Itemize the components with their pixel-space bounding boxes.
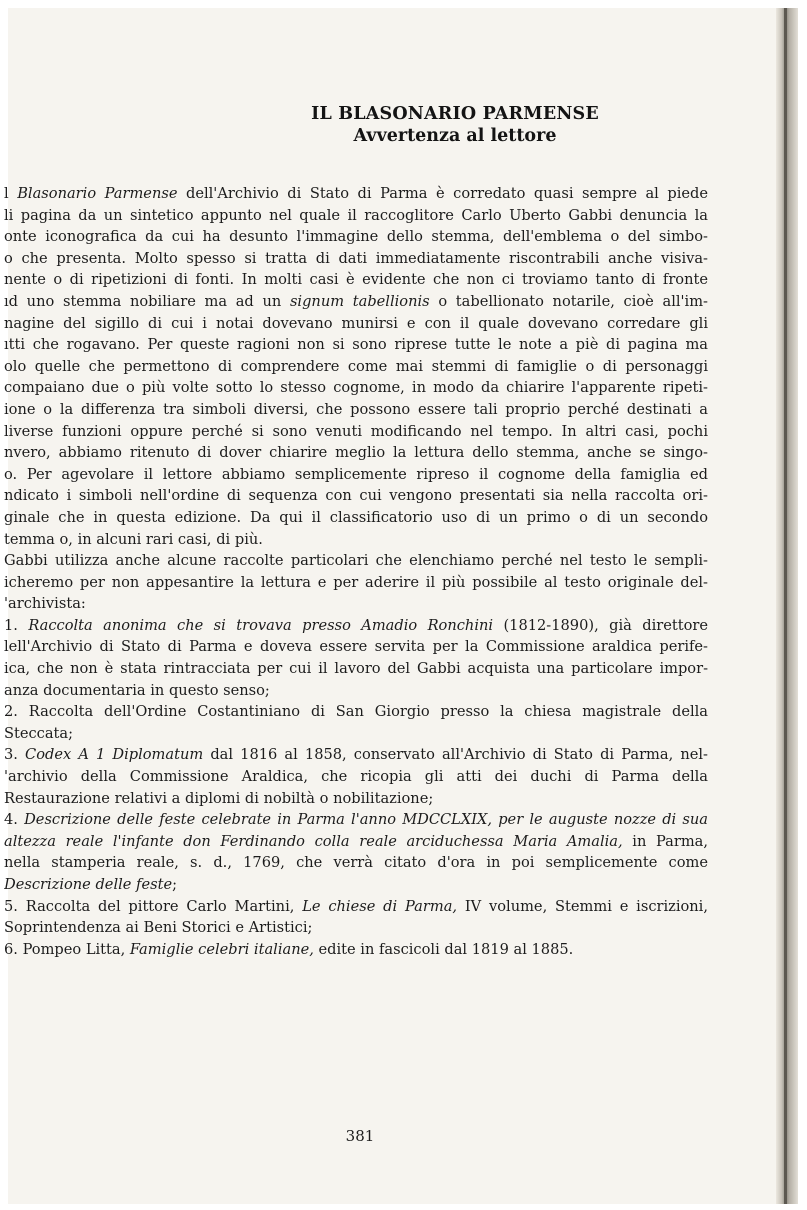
text-line bbox=[4, 831, 708, 853]
text-line bbox=[4, 744, 708, 766]
text-segment: nvero, abbiamo ritenuto di dover chiarire meglio la lettura dello stemma, anche se singo- bbox=[4, 444, 708, 462]
italic-text: Blasonario Parmense bbox=[17, 185, 178, 202]
text-line bbox=[4, 896, 708, 918]
text-line bbox=[4, 874, 708, 896]
text-line bbox=[4, 723, 708, 745]
text-segment: o. Per agevolare il lettore abbiamo semplicemente ripreso il cognome della famiglia ed bbox=[4, 465, 708, 483]
text-segment: 'archivista: bbox=[4, 595, 86, 613]
text-line bbox=[4, 615, 708, 637]
text-line bbox=[4, 356, 708, 378]
text-segment: dell'Archivio di Stato di Parma è corredato quasi sempre al piede bbox=[177, 185, 708, 202]
text-line bbox=[4, 442, 708, 464]
text-segment: 5. Raccolta del pittore Carlo Martini, bbox=[4, 897, 303, 915]
text-line bbox=[4, 205, 708, 227]
text-segment: edite in fascicoli dal 1819 al 1885. bbox=[313, 940, 574, 958]
text-line bbox=[4, 766, 708, 788]
text-line bbox=[4, 529, 708, 551]
text-segment: onte iconografica da cui ha desunto l'immagine dello stemma, dell'emblema o del simbo- bbox=[4, 228, 708, 246]
text-segment: ginale che in questa edizione. Da qui il classificatorio uso di un primo o di un secondo bbox=[4, 508, 708, 526]
book-gutter bbox=[776, 8, 798, 1204]
text-segment: 'archivio della Commissione Araldica, che ricopia gli atti dei duchi di Parma della bbox=[4, 768, 708, 786]
text-segment: olo quelle che permettono di comprendere come mai stemmi di famiglie o di personaggi bbox=[4, 357, 708, 375]
text-line bbox=[4, 939, 708, 961]
page-title: IL BLASONARIO PARMENSE bbox=[311, 104, 599, 124]
text-line bbox=[4, 572, 708, 594]
italic-text: Famiglie celebri italiane, bbox=[129, 940, 314, 958]
text-line bbox=[4, 226, 708, 248]
text-segment: 3. bbox=[4, 746, 26, 764]
text-line bbox=[4, 334, 708, 356]
text-segment: ndicato i simboli nell'ordine di sequenza con cui vengono presentati sia nella raccolta ori- bbox=[4, 487, 708, 505]
text-segment: Restaurazione relativi a diplomi di nobiltà o nobilitazione; bbox=[4, 789, 434, 807]
text-line bbox=[4, 701, 708, 723]
text-segment: Soprintendenza ai Beni Storici e Artistici; bbox=[4, 919, 313, 937]
text-line bbox=[4, 248, 708, 270]
text-line bbox=[4, 636, 708, 658]
text-segment: li pagina da un sintetico appunto nel quale il raccoglitore Carlo Uberto Gabbi denuncia la bbox=[4, 206, 708, 224]
text-line bbox=[4, 291, 708, 313]
italic-text: Descrizione delle feste bbox=[4, 876, 173, 893]
text-segment: dal 1816 al 1858, conservato all'Archivio di Stato di Parma, nel- bbox=[203, 746, 708, 764]
text-line bbox=[4, 917, 708, 939]
text-line bbox=[4, 852, 708, 874]
text-line bbox=[4, 269, 708, 291]
text-segment: 2. Raccolta dell'Ordine Costantiniano di San Giorgio presso la chiesa magistrale della bbox=[4, 703, 708, 721]
text-segment: anza documentaria in questo senso; bbox=[4, 681, 270, 699]
text-segment: ica, che non è stata rintracciata per cui il lavoro del Gabbi acquista una particolare impor- bbox=[4, 660, 708, 678]
text-segment: ıd uno stemma nobiliare ma ad un bbox=[4, 292, 290, 310]
text-segment: Gabbi utilizza anche alcune raccolte particolari che elenchiamo perché nel testo le sempli- bbox=[4, 552, 708, 570]
text-segment: nente o di ripetizioni di fonti. In molti casi è evidente che non ci troviamo tanto di fronte bbox=[4, 271, 708, 289]
text-segment: in Parma, bbox=[622, 832, 708, 850]
text-line bbox=[4, 593, 708, 615]
text-segment: lell'Archivio di Stato di Parma e doveva essere servita per la Commissione araldica perife- bbox=[4, 638, 708, 656]
text-line bbox=[4, 377, 708, 399]
italic-text: Raccolta anonima che si trovava presso Amadio Ronchini bbox=[28, 616, 494, 634]
text-segment: icheremo per non appesantire la lettura e per aderire il più possibile al testo originale del- bbox=[4, 573, 708, 591]
text-segment: temma o, in alcuni rari casi, di più. bbox=[4, 530, 263, 548]
text-line bbox=[4, 788, 708, 810]
text-segment: ione o la differenza tra simboli diversi, che possono essere tali proprio perché destinati a bbox=[4, 400, 708, 418]
text-segment: nagine del sigillo di cui i notai dovevano munirsi e con il quale dovevano corredare gli bbox=[4, 314, 708, 332]
text-segment: liverse funzioni oppure perché si sono venuti modificando nel tempo. In altri casi, pochi bbox=[4, 422, 708, 440]
text-line bbox=[4, 421, 708, 443]
text-line bbox=[4, 809, 708, 831]
text-segment: nella stamperia reale, s. d., 1769, che verrà citato d'ora in poi semplicemente come bbox=[4, 854, 708, 872]
text-line bbox=[4, 464, 708, 486]
text-segment: (1812-1890), già direttore bbox=[493, 616, 708, 634]
italic-text: Le chiese di Parma, bbox=[302, 897, 458, 915]
text-line bbox=[4, 313, 708, 335]
text-segment: ; bbox=[172, 876, 177, 893]
italic-text: signum tabellionis bbox=[289, 292, 430, 310]
text-segment: o tabellionato notarile, cioè all'im- bbox=[429, 292, 708, 310]
text-segment: ıtti che rogavano. Per queste ragioni non si sono riprese tutte le note a piè di pagina ma bbox=[4, 336, 708, 354]
page-number: 381 bbox=[345, 1127, 375, 1145]
text-segment: Steccata; bbox=[4, 724, 74, 742]
text-segment: 1. bbox=[4, 616, 29, 634]
text-segment: l bbox=[4, 185, 18, 202]
italic-text: Descrizione delle feste celebrate in Parma l'anno MDCCLXIX, per le auguste nozze di sua bbox=[24, 811, 708, 829]
italic-text: altezza reale l'infante don Ferdinando colla reale arciduchessa Maria Amalia, bbox=[4, 832, 623, 850]
text-line bbox=[4, 550, 708, 572]
gutter-shadow-line bbox=[784, 8, 787, 1204]
text-line bbox=[4, 680, 708, 702]
text-line bbox=[4, 183, 708, 205]
text-segment: 4. bbox=[4, 811, 25, 829]
text-line bbox=[4, 658, 708, 680]
text-line bbox=[4, 485, 708, 507]
page-subtitle: Avvertenza al lettore bbox=[353, 126, 557, 146]
text-line bbox=[4, 507, 708, 529]
italic-text: Codex A 1 Diplomatum bbox=[25, 746, 204, 764]
text-segment: o che presenta. Molto spesso si tratta di dati immediatamente riscontrabili anche visiva- bbox=[4, 249, 708, 267]
text-segment: compaiano due o più volte sotto lo stesso cognome, in modo da chiarire l'apparente ripeti- bbox=[4, 379, 708, 397]
text-segment: 6. Pompeo Litta, bbox=[4, 940, 130, 958]
text-line bbox=[4, 399, 708, 421]
body-text bbox=[4, 183, 708, 960]
text-segment: IV volume, Stemmi e iscrizioni, bbox=[457, 897, 708, 915]
